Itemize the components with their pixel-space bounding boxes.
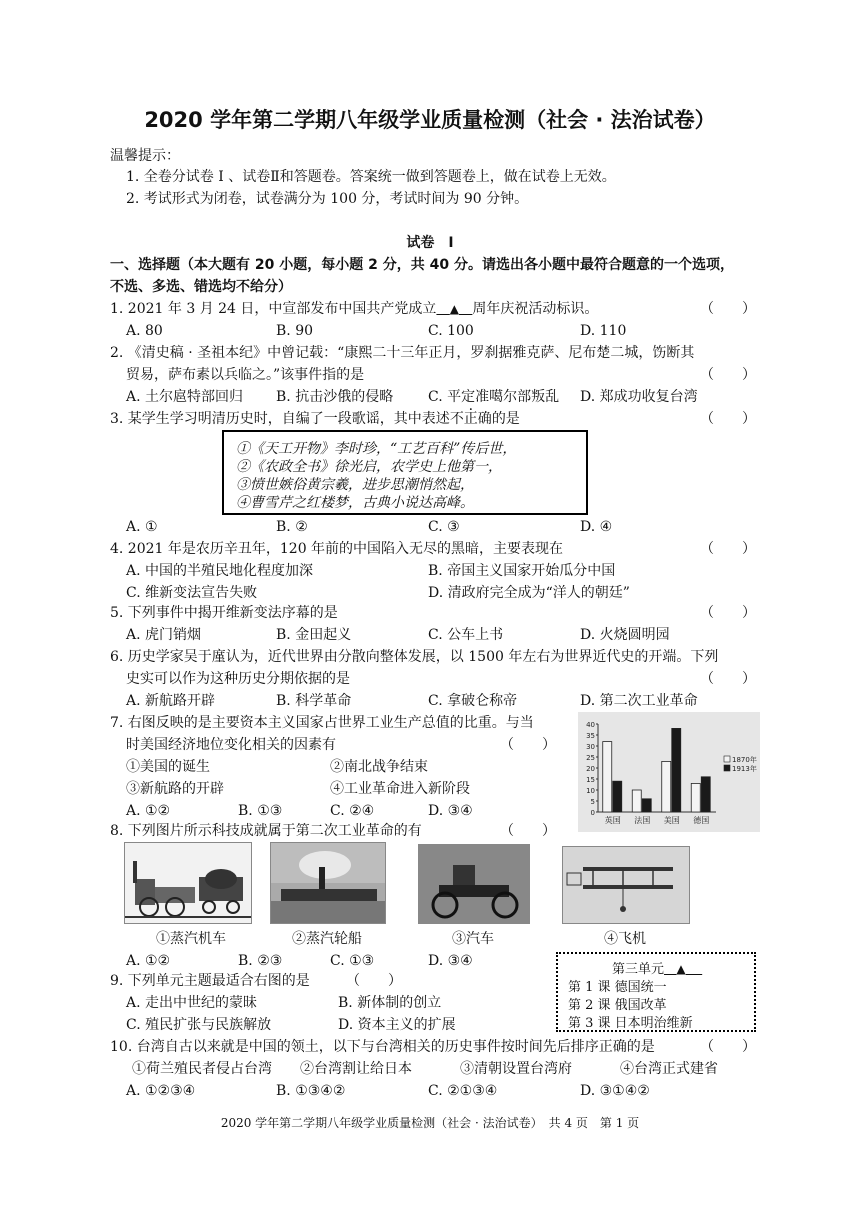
- q6-option-d: D. 第二次工业革命: [580, 693, 698, 709]
- q4-option-a: A. 中国的半殖民地化程度加深: [126, 563, 314, 579]
- song-line-2: ②《农政全书》徐光启，农学史上他第一，: [236, 459, 502, 475]
- bar-series1: [603, 742, 612, 812]
- q6-stem-2: 史实可以作为这种历史分期依据的是: [126, 671, 350, 687]
- q9-option-c: C. 殖民扩张与民族解放: [126, 1017, 272, 1033]
- q7-item-3: ③新航路的开辟: [126, 781, 224, 797]
- q10-stem: 10. 台湾自古以来就是中国的领土，以下与台湾相关的历史事件按时间先后排序正确的是: [110, 1039, 655, 1055]
- q3-emphasis: 不正确: [449, 411, 492, 427]
- q1-option-b: B. 90: [276, 323, 314, 339]
- q8-option-b: B. ②③: [238, 953, 283, 969]
- q1-answer-paren: （ ）: [700, 301, 756, 317]
- x-tick-label: 德国: [693, 816, 710, 825]
- q8-option-c: C. ①③: [330, 953, 375, 969]
- y-tick-label: 20: [586, 765, 595, 773]
- q1-blank: [436, 301, 472, 317]
- section-label: 试卷 Ⅰ: [406, 235, 454, 251]
- q3-option-d: D. ④: [580, 519, 613, 535]
- steam-locomotive-picture: [124, 842, 252, 924]
- bar-series2: [701, 777, 710, 812]
- tip-2: 2. 考试形式为闭卷，试卷满分为 100 分，考试时间为 90 分钟。: [126, 191, 529, 207]
- q8-option-d: D. ③④: [428, 953, 473, 969]
- q1-option-c: C. 100: [428, 323, 474, 339]
- q8-caption-4: ④飞机: [604, 931, 646, 947]
- song-line-4: ④曹雪芹之红楼梦，古典小说达高峰。: [236, 495, 474, 511]
- q10-option-b: B. ①③④②: [276, 1083, 346, 1099]
- y-tick-label: 15: [586, 776, 595, 784]
- x-tick-label: 英国: [604, 816, 621, 825]
- y-tick-label: 35: [586, 732, 595, 740]
- unit-box: [556, 952, 756, 1032]
- steamboat-picture: [270, 842, 386, 924]
- page-title: 2020 学年第二学期八年级学业质量检测（社会 · 法治试卷）: [144, 108, 716, 132]
- triangle-icon: ▲: [676, 962, 686, 976]
- q7-option-c: C. ②④: [330, 803, 375, 819]
- q8-option-a: A. ①②: [126, 953, 171, 969]
- y-tick-label: 25: [586, 754, 595, 762]
- q6-option-b: B. 科学革命: [276, 693, 352, 709]
- q6-answer-paren: （ ）: [700, 671, 756, 687]
- legend-swatch: [724, 756, 730, 762]
- legend-label: 1870年: [732, 756, 757, 764]
- q5-option-b: B. 金田起义: [276, 627, 352, 643]
- song-line-1: ①《天工开物》李时珍，“工艺百科”传后世，: [236, 441, 517, 457]
- bar-series1: [662, 761, 671, 812]
- legend-label: 1913年: [732, 765, 757, 773]
- q5-option-d: D. 火烧圆明园: [580, 627, 670, 643]
- q9-stem: 9. 下列单元主题最适合右图的是: [110, 973, 310, 989]
- q10-option-a: A. ①②③④: [126, 1083, 196, 1099]
- q10-option-c: C. ②①③④: [428, 1083, 498, 1099]
- industry-share-chart: [578, 712, 760, 832]
- unit-lesson-2: 第 2 课 俄国改革: [568, 998, 667, 1013]
- q7-stem-2: 时美国经济地位变化相关的因素有: [126, 737, 336, 753]
- q7-item-2: ②南北战争结束: [330, 759, 428, 775]
- q4-stem: 4. 2021 年是农历辛丑年，120 年前的中国陷入无尽的黑暗，主要表现在: [110, 541, 564, 557]
- unit-lesson-3: 第 3 课 日本明治维新: [568, 1016, 693, 1031]
- q1-option-d: D. 110: [580, 323, 627, 339]
- q2-option-c: C. 平定准噶尔部叛乱: [428, 389, 560, 405]
- unit-lesson-1: 第 1 课 德国统一: [568, 980, 667, 995]
- song-line-3: ③愤世嫉俗黄宗羲，进步思潮悄然起，: [236, 477, 474, 493]
- q5-option-a: A. 虎门销烟: [126, 627, 202, 643]
- q8-stem: 8. 下列图片所示科技成就属于第二次工业革命的有: [110, 823, 422, 839]
- q10-item-4: ④台湾正式建省: [620, 1061, 718, 1077]
- q9-option-d: D. 资本主义的扩展: [338, 1017, 456, 1033]
- legend-swatch: [724, 765, 730, 771]
- q2-option-d: D. 郑成功收复台湾: [580, 389, 698, 405]
- q10-item-2: ②台湾割让给日本: [300, 1061, 412, 1077]
- q4-option-b: B. 帝国主义国家开始瓜分中国: [428, 563, 616, 579]
- q9-answer-paren: （ ）: [346, 973, 402, 989]
- q3-option-c: C. ③: [428, 519, 460, 535]
- q2-stem-1: 2. 《清史稿 · 圣祖本纪》中曾记载：“康熙二十三年正月，罗刹据雅克萨、尼布楚二城，饬断其: [110, 345, 695, 361]
- x-tick-label: 美国: [663, 816, 680, 825]
- q6-option-a: A. 新航路开辟: [126, 693, 216, 709]
- q10-item-1: ①荷兰殖民者侵占台湾: [132, 1061, 272, 1077]
- q5-option-c: C. 公车上书: [428, 627, 504, 643]
- q8-caption-3: ③汽车: [452, 931, 494, 947]
- q6-stem-1: 6. 历史学家吴于廑认为，近代世界由分散向整体发展，以 1500 年左右为世界近代史的开端。下列: [110, 649, 719, 665]
- q7-option-d: D. ③④: [428, 803, 473, 819]
- chart-svg: [578, 712, 760, 832]
- q4-option-d: D. 清政府完全成为“洋人的朝廷”: [428, 585, 630, 601]
- q7-stem-1: 7. 右图反映的是主要资本主义国家占世界工业生产总值的比重。与当: [110, 715, 534, 731]
- x-tick-label: 法国: [634, 816, 651, 825]
- bar-series2: [613, 781, 622, 812]
- q7-item-4: ④工业革命进入新阶段: [330, 781, 470, 797]
- q4-answer-paren: （ ）: [700, 541, 756, 557]
- q7-item-1: ①美国的诞生: [126, 759, 210, 775]
- q2-stem-2: 贸易，萨布素以兵临之。”该事件指的是: [126, 367, 365, 383]
- q7-answer-paren: （ ）: [500, 737, 556, 753]
- q9-option-b: B. 新体制的创立: [338, 995, 442, 1011]
- q3-option-a: A. ①: [126, 519, 158, 535]
- q7-option-a: A. ①②: [126, 803, 171, 819]
- part1-heading-2: 不选、多选、错选均不给分）: [110, 279, 292, 295]
- bar-series1: [691, 783, 700, 812]
- q10-option-d: D. ③①④②: [580, 1083, 650, 1099]
- q3-answer-paren: （ ）: [700, 411, 756, 427]
- unit-title: 第三单元 ▲: [612, 962, 686, 977]
- q3-stem: 3. 某学生学习明清历史时，自编了一段歌谣，其中表述不正确的是: [110, 411, 520, 427]
- q8-caption-1: ①蒸汽机车: [156, 931, 226, 947]
- q2-option-a: A. 土尔扈特部回归: [126, 389, 244, 405]
- q4-option-c: C. 维新变法宣告失败: [126, 585, 258, 601]
- q6-option-c: C. 拿破仑称帝: [428, 693, 518, 709]
- bar-series2: [672, 728, 681, 812]
- q1-stem: 1. 2021 年 3 月 24 日，中宣部发布中国共产党成立 ▲ 周年庆祝活动标识。: [110, 298, 598, 320]
- q2-answer-paren: （ ）: [700, 367, 756, 383]
- page-footer: 2020 学年第二学期八年级学业质量检测（社会 · 法治试卷） 共 4 页 第 1 页: [220, 1116, 640, 1130]
- song-box: [222, 430, 588, 515]
- q5-answer-paren: （ ）: [700, 605, 756, 621]
- q3-option-b: B. ②: [276, 519, 308, 535]
- q10-answer-paren: （ ）: [700, 1039, 756, 1055]
- tip-1: 1. 全卷分试卷 Ⅰ 、试卷Ⅱ和答题卷。答案统一做到答题卷上，做在试卷上无效。: [126, 169, 616, 185]
- q5-stem: 5. 下列事件中揭开维新变法序幕的是: [110, 605, 338, 621]
- triangle-icon: ▲: [449, 302, 460, 316]
- airplane-picture: [562, 846, 690, 924]
- y-tick-label: 5: [590, 798, 595, 806]
- bar-series2: [642, 799, 651, 812]
- automobile-picture: [418, 844, 530, 924]
- y-tick-label: 40: [586, 721, 595, 729]
- bar-series1: [632, 790, 641, 812]
- y-tick-label: 30: [586, 743, 595, 751]
- y-tick-label: 10: [586, 787, 595, 795]
- q8-caption-2: ②蒸汽轮船: [292, 931, 362, 947]
- q8-answer-paren: （ ）: [500, 823, 556, 839]
- q1-option-a: A. 80: [126, 323, 163, 339]
- q2-option-b: B. 抗击沙俄的侵略: [276, 389, 394, 405]
- tips-heading: 温馨提示：: [110, 148, 180, 164]
- q10-item-3: ③清朝设置台湾府: [460, 1061, 572, 1077]
- y-tick-label: 0: [590, 809, 595, 817]
- q9-option-a: A. 走出中世纪的蒙昧: [126, 995, 258, 1011]
- part1-heading: 一、选择题（本大题有 20 小题，每小题 2 分，共 40 分。请选出各小题中最符合题意的一个选项，: [110, 257, 734, 273]
- q7-option-b: B. ①③: [238, 803, 283, 819]
